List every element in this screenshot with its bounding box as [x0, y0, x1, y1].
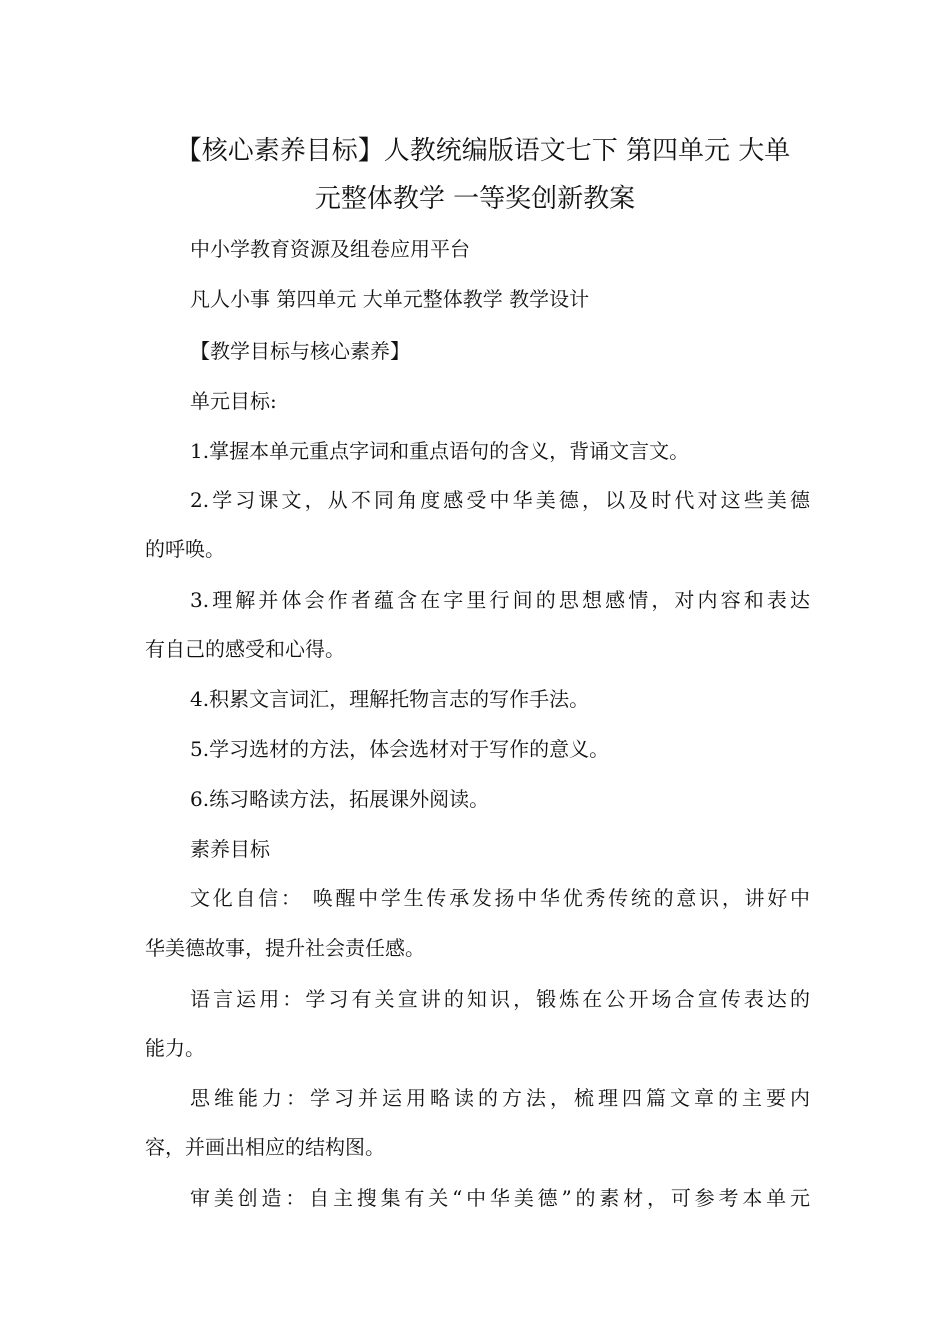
- goal-item-3-cont: 有自己的感受和心得。: [145, 637, 345, 661]
- literacy-language-use-cont: 能力。: [145, 1036, 205, 1060]
- unit-subtitle: 凡人小事 第四单元 大单元整体教学 教学设计: [190, 287, 590, 311]
- goal-item-3: 3.理解并体会作者蕴含在字里行间的思想感情，对内容和表达: [190, 588, 810, 612]
- literacy-thinking: 思维能力：学习并运用略读的方法，梳理四篇文章的主要内: [190, 1086, 810, 1110]
- literacy-goals-label: 素养目标: [190, 837, 270, 861]
- document-title-line-1: 【核心素养目标】人教统编版语文七下 第四单元 大单: [175, 136, 791, 166]
- literacy-cultural-confidence: 文化自信： 唤醒中学生传承发扬中华优秀传统的意识，讲好中: [190, 886, 810, 910]
- goal-item-1: 1.掌握本单元重点字词和重点语句的含义，背诵文言文。: [190, 439, 690, 463]
- literacy-thinking-cont: 容，并画出相应的结构图。: [145, 1135, 385, 1159]
- goal-item-5: 5.学习选材的方法，体会选材对于写作的意义。: [190, 737, 610, 761]
- goal-item-2: 2.学习课文，从不同角度感受中华美德，以及时代对这些美德: [190, 488, 810, 512]
- literacy-language-use: 语言运用：学习有关宣讲的知识，锻炼在公开场合宣传表达的: [190, 987, 810, 1011]
- goal-item-4: 4.积累文言词汇，理解托物言志的写作手法。: [190, 687, 590, 711]
- goal-item-2-cont: 的呼唤。: [145, 537, 225, 561]
- document-title-line-2: 元整体教学 一等奖创新教案: [314, 184, 636, 214]
- platform-name: 中小学教育资源及组卷应用平台: [190, 237, 470, 261]
- goal-item-6: 6.练习略读方法，拓展课外阅读。: [190, 787, 490, 811]
- literacy-cultural-confidence-cont: 华美德故事，提升社会责任感。: [145, 936, 425, 960]
- unit-goals-label: 单元目标:: [190, 389, 277, 413]
- section-heading-goals: 【教学目标与核心素养】: [190, 339, 410, 363]
- literacy-aesthetic: 审美创造：自主搜集有关“中华美德”的素材，可参考本单元: [190, 1186, 810, 1210]
